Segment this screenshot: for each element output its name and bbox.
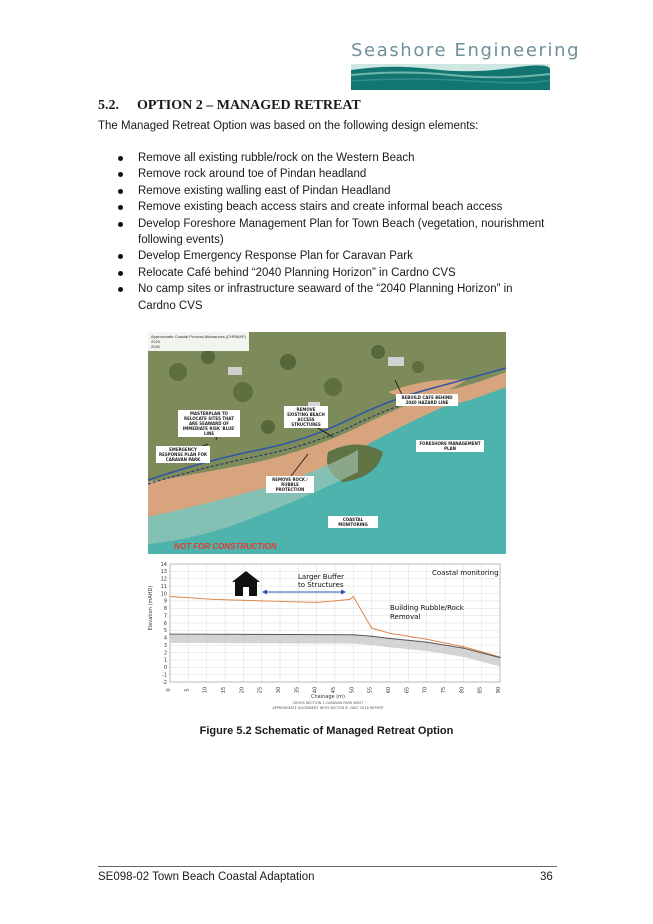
x-tick-label: 20 xyxy=(239,686,246,694)
footer-divider xyxy=(98,866,557,867)
y-tick-label: 13 xyxy=(160,569,167,576)
data-point xyxy=(213,599,214,600)
data-point xyxy=(371,636,372,637)
x-tick-label: 5 xyxy=(184,688,191,692)
map-legend-title: Approximate Coastal Process Allowances (CHRMAP) xyxy=(151,334,246,339)
data-point xyxy=(463,647,464,648)
y-tick-label: 4 xyxy=(163,635,167,642)
cross-section-chart xyxy=(148,558,506,712)
x-tick-label: 30 xyxy=(276,686,282,694)
list-item: Develop Emergency Response Plan for Caravan Park xyxy=(98,248,548,264)
y-tick-label: -2 xyxy=(162,679,167,686)
y-axis-label: Elevation (mAHD) xyxy=(148,585,154,631)
y-tick-label: 12 xyxy=(160,576,167,583)
data-point xyxy=(169,633,170,634)
data-point xyxy=(389,633,390,634)
list-item: No camp sites or infrastructure seaward of the “2040 Planning Horizon” in Cardno CVS xyxy=(98,281,548,314)
data-point xyxy=(463,646,464,647)
sub-caption-2: APPROXIMATE ALIGNMENT WITH SECTOR B, DALT 2018 REPORT xyxy=(272,706,384,710)
x-tick-label: 80 xyxy=(459,686,466,694)
x-tick-label: 0 xyxy=(166,688,172,692)
x-tick-label: 65 xyxy=(404,686,411,694)
map-legend-2040: 2040 xyxy=(151,344,160,349)
list-item: Remove existing beach access stairs and create informal beach access xyxy=(98,199,548,215)
data-point xyxy=(353,596,354,597)
monitoring-annotation: Coastal monitoring xyxy=(432,569,499,577)
x-axis-label: Chainage (m) xyxy=(311,694,345,700)
label-rebuild-cafe: REBUILD CAFE BEHIND 2040 HAZARD LINE xyxy=(396,394,458,406)
logo-text: Seashore Engineering xyxy=(351,40,581,61)
design-elements-list xyxy=(98,150,548,314)
list-item: Develop Foreshore Management Plan for Town Beach (vegetation, nourishment following events) xyxy=(98,216,548,249)
y-tick-label: 11 xyxy=(160,583,167,590)
label-remove-rock: REMOVE ROCK / RUBBLE PROTECTION xyxy=(266,476,314,493)
label-remove-access: REMOVE EXISTING BEACH ACCESS STRUCTURES xyxy=(284,406,328,428)
y-tick-label: 8 xyxy=(163,606,167,613)
x-tick-label: 25 xyxy=(257,686,264,694)
data-point xyxy=(316,602,317,603)
y-tick-label: 9 xyxy=(163,598,167,605)
data-point xyxy=(261,600,262,601)
y-tick-label: -1 xyxy=(162,672,167,679)
data-point xyxy=(499,657,500,658)
data-point xyxy=(353,634,354,635)
seashore-engineering-logo xyxy=(351,40,581,90)
footer-page-number: 36 xyxy=(540,871,553,883)
map-legend-2015: 2015 xyxy=(151,339,160,344)
x-tick-label: 10 xyxy=(202,686,209,694)
not-for-construction-stamp: NOT FOR CONSTRUCTION xyxy=(174,542,277,551)
figure-caption: Figure 5.2 Schematic of Managed Retreat Option xyxy=(199,725,454,737)
data-point xyxy=(371,628,372,629)
list-item: Remove all existing rubble/rock on the Western Beach xyxy=(98,150,548,166)
y-tick-label: 2 xyxy=(163,650,167,657)
data-point xyxy=(426,642,427,643)
x-tick-label: 50 xyxy=(349,686,356,694)
x-tick-label: 90 xyxy=(496,686,502,694)
x-tick-label: 75 xyxy=(441,686,447,694)
buffer-annotation: Larger Buffer to Structures xyxy=(298,573,345,589)
y-tick-label: 14 xyxy=(160,561,167,568)
x-tick-label: 85 xyxy=(477,686,484,694)
y-tick-label: 7 xyxy=(163,613,167,620)
x-tick-label: 60 xyxy=(386,686,392,694)
list-item: Remove existing walling east of Pindan Headland xyxy=(98,183,548,199)
x-tick-label: 35 xyxy=(294,686,301,694)
x-tick-label: 45 xyxy=(331,686,337,694)
section-number: 5.2. xyxy=(98,98,119,113)
y-tick-label: 1 xyxy=(163,657,167,664)
footer-document-title: SE098-02 Town Beach Coastal Adaptation xyxy=(98,871,315,883)
intro-text: The Managed Retreat Option was based on the following design elements: xyxy=(98,120,479,132)
x-tick-label: 55 xyxy=(367,686,374,694)
x-tick-label: 15 xyxy=(221,686,227,694)
x-tick-label: 40 xyxy=(312,686,319,694)
label-foreshore-plan: FORESHORE MANAGEMENT PLAN xyxy=(416,440,484,452)
section-heading xyxy=(98,98,361,114)
logo-wave-band xyxy=(351,64,550,90)
list-item: Remove rock around toe of Pindan headland xyxy=(98,166,548,182)
map-legend xyxy=(148,332,249,351)
data-point xyxy=(169,596,170,597)
y-tick-label: 10 xyxy=(160,591,167,598)
data-point xyxy=(389,638,390,639)
data-point xyxy=(334,600,335,601)
list-item: Relocate Café behind “2040 Planning Horizon” in Cardno CVS xyxy=(98,265,548,281)
y-tick-label: 3 xyxy=(163,642,167,649)
label-emergency-plan: EMERGENCY RESPONSE PLAN FOR CARAVAN PARK xyxy=(156,446,210,463)
y-tick-label: 0 xyxy=(163,665,167,672)
rubble-annotation: Building Rubble/Rock Removal xyxy=(390,604,464,621)
y-tick-label: 6 xyxy=(163,620,167,627)
x-tick-label: 70 xyxy=(422,686,429,694)
aerial-plan-image xyxy=(148,332,506,554)
section-title: OPTION 2 – MANAGED RETREAT xyxy=(137,98,361,113)
data-point xyxy=(349,599,350,600)
sub-caption-1: CROSS SECTION 1 CARAVAN PARK WEST xyxy=(292,701,364,705)
data-point xyxy=(426,639,427,640)
y-tick-label: 5 xyxy=(163,628,167,635)
label-coastal-monitoring: COASTAL MONITORING xyxy=(328,516,378,528)
label-masterplan: MASTERPLAN TO RELOCATE SITES THAT ARE SEAWARD OF IMMEDIATE RISK 'BLUE' LINE xyxy=(178,410,240,437)
